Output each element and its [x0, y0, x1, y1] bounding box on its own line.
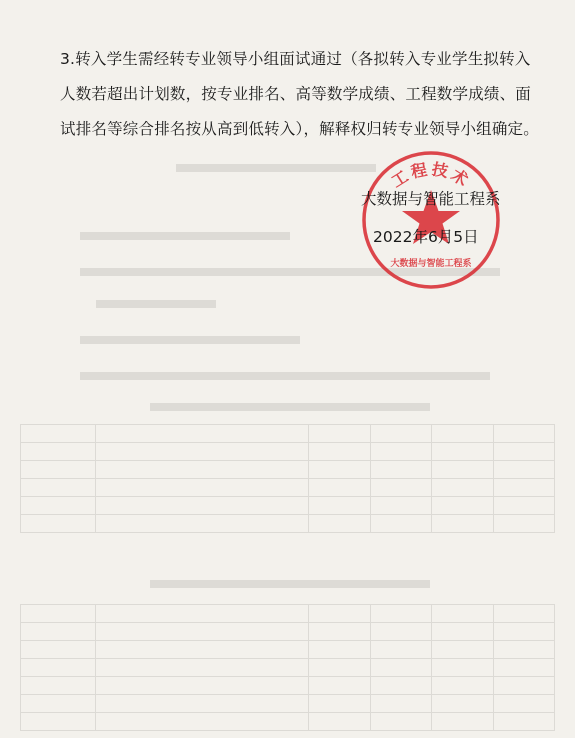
department-signature: 大数据与智能工程系	[361, 190, 501, 208]
bleed-through-line	[96, 300, 216, 308]
bleed-through-line	[80, 232, 290, 240]
official-seal-stamp	[358, 148, 504, 290]
seal-ring-text: 工程技术	[387, 159, 475, 192]
body-paragraph	[60, 42, 540, 147]
paragraph-line: 人数若超出计划数，按专业排名、高等数学成绩、工程数学成绩、面	[60, 85, 532, 103]
paragraph-line: 试排名等综合排名按从高到低转入），解释权归转专业领导小组确定。	[60, 120, 539, 138]
bleed-through-line	[80, 336, 300, 344]
bleed-through-line	[150, 403, 430, 411]
bleed-through-table	[20, 604, 555, 731]
paragraph-line: 3.转入学生需经转专业领导小组面试通过（各拟转入专业学生拟转入	[60, 50, 531, 68]
bleed-through-line	[176, 164, 376, 172]
issue-date: 2022年6月5日	[373, 228, 479, 246]
bleed-through-line	[150, 580, 430, 588]
bleed-through-line	[80, 372, 490, 380]
seal-center-text: 大数据与智能工程系	[390, 259, 472, 269]
bleed-through-table	[20, 424, 555, 533]
